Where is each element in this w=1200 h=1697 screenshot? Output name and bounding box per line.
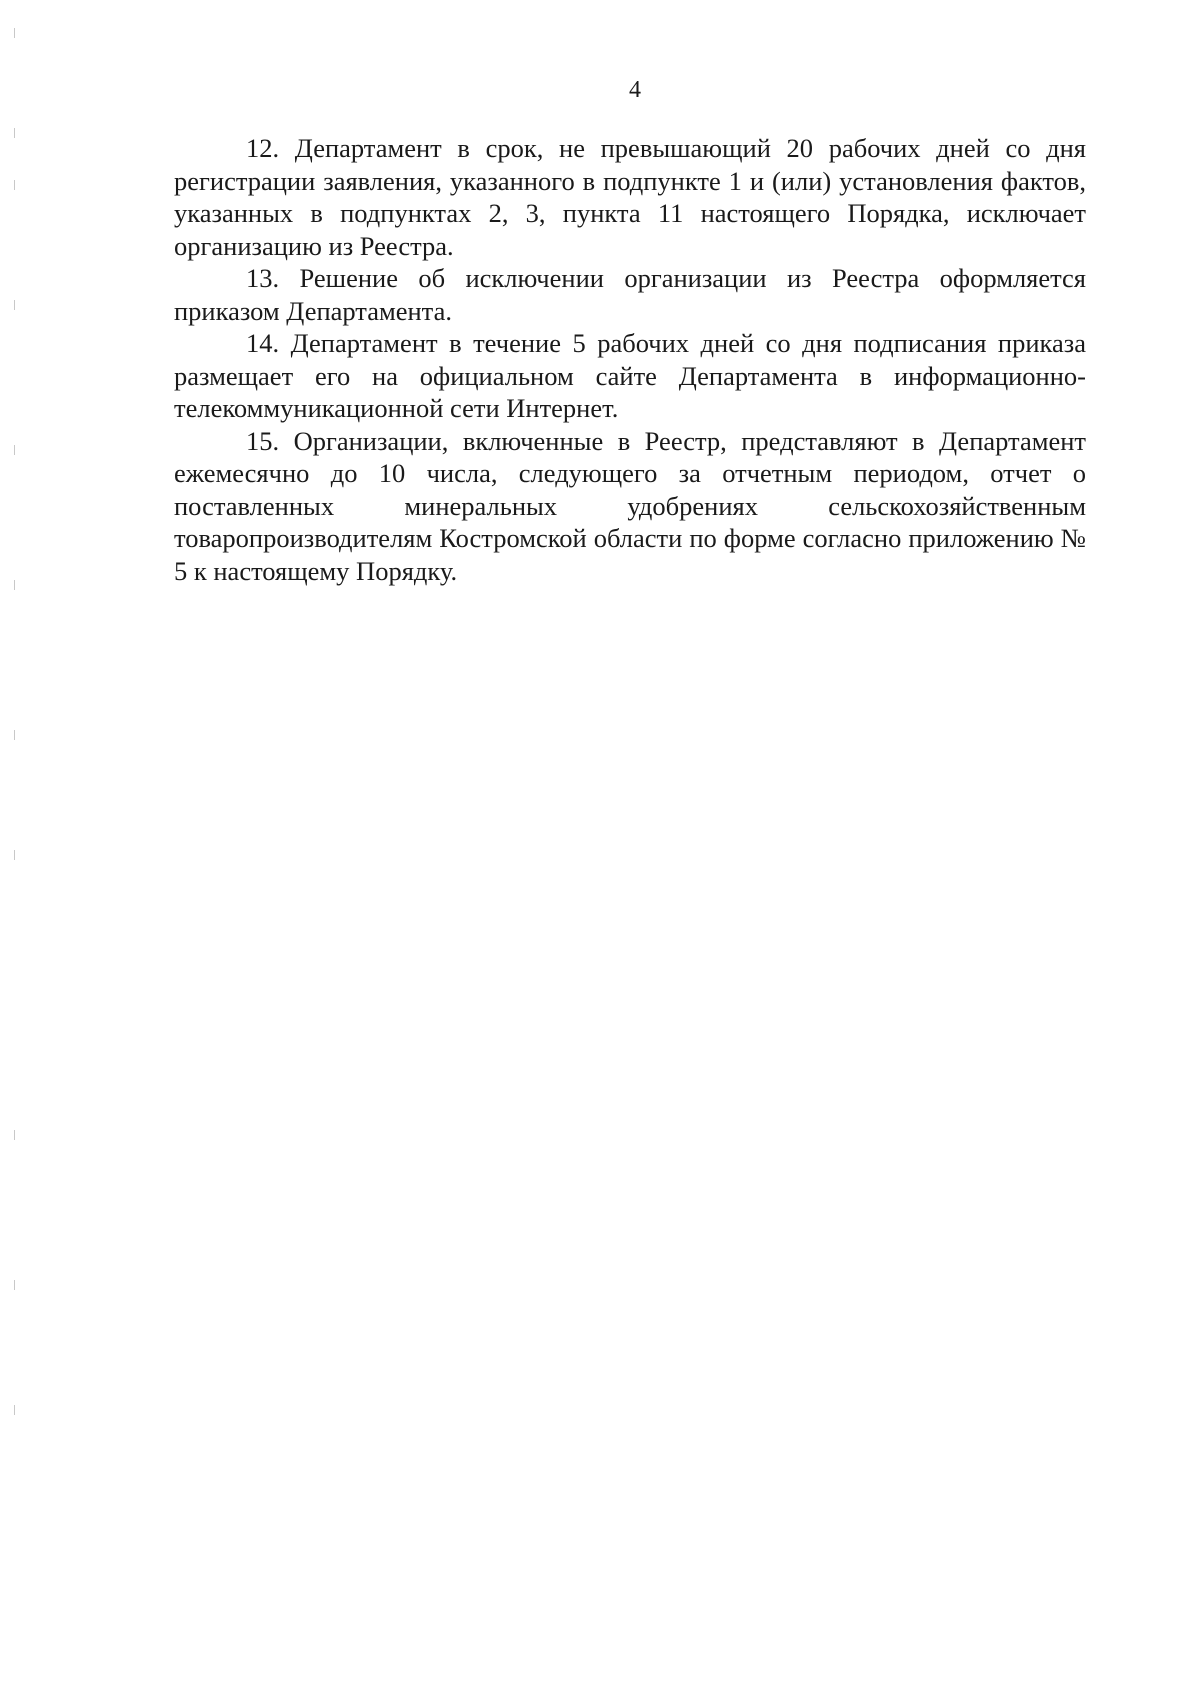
page-number: 4: [629, 77, 641, 103]
scan-mark: [14, 128, 15, 138]
paragraph-14: 14. Департамент в течение 5 рабочих дней со дня подписания приказа размещает его на официальном сайте Департамента в информационно-телекоммуникационной сети Интернет.: [174, 328, 1086, 423]
document-body: [174, 132, 1086, 587]
paragraph-13: 13. Решение об исключении организации из Реестра оформляется приказом Департамента.: [174, 263, 1086, 326]
scan-mark: [14, 580, 15, 590]
scan-mark: [14, 300, 15, 310]
scan-mark: [14, 1280, 15, 1290]
scan-mark: [14, 28, 15, 38]
scan-mark: [14, 180, 15, 190]
scan-edge-marks: [14, 0, 22, 1697]
scan-mark: [14, 445, 15, 455]
scan-mark: [14, 1130, 15, 1140]
scan-mark: [14, 850, 15, 860]
scan-mark: [14, 730, 15, 740]
scan-mark: [14, 1405, 15, 1415]
paragraph-12: 12. Департамент в срок, не превышающий 20 рабочих дней со дня регистрации заявления, указанного в подпункте 1 и (или) установления фактов, указанных в подпунктах 2, 3, пункта 11 настоящего Порядка, исключает организацию из Реестра.: [174, 133, 1086, 261]
paragraph-15: 15. Организации, включенные в Реестр, представляют в Департамент ежемесячно до 10 числа, следующего за отчетным периодом, отчет о поставленных минеральных удобрениях сельскохозяйственным товаропроизводителям Костромской области по форме согласно приложению № 5 к настоящему Порядку.: [174, 425, 1086, 586]
